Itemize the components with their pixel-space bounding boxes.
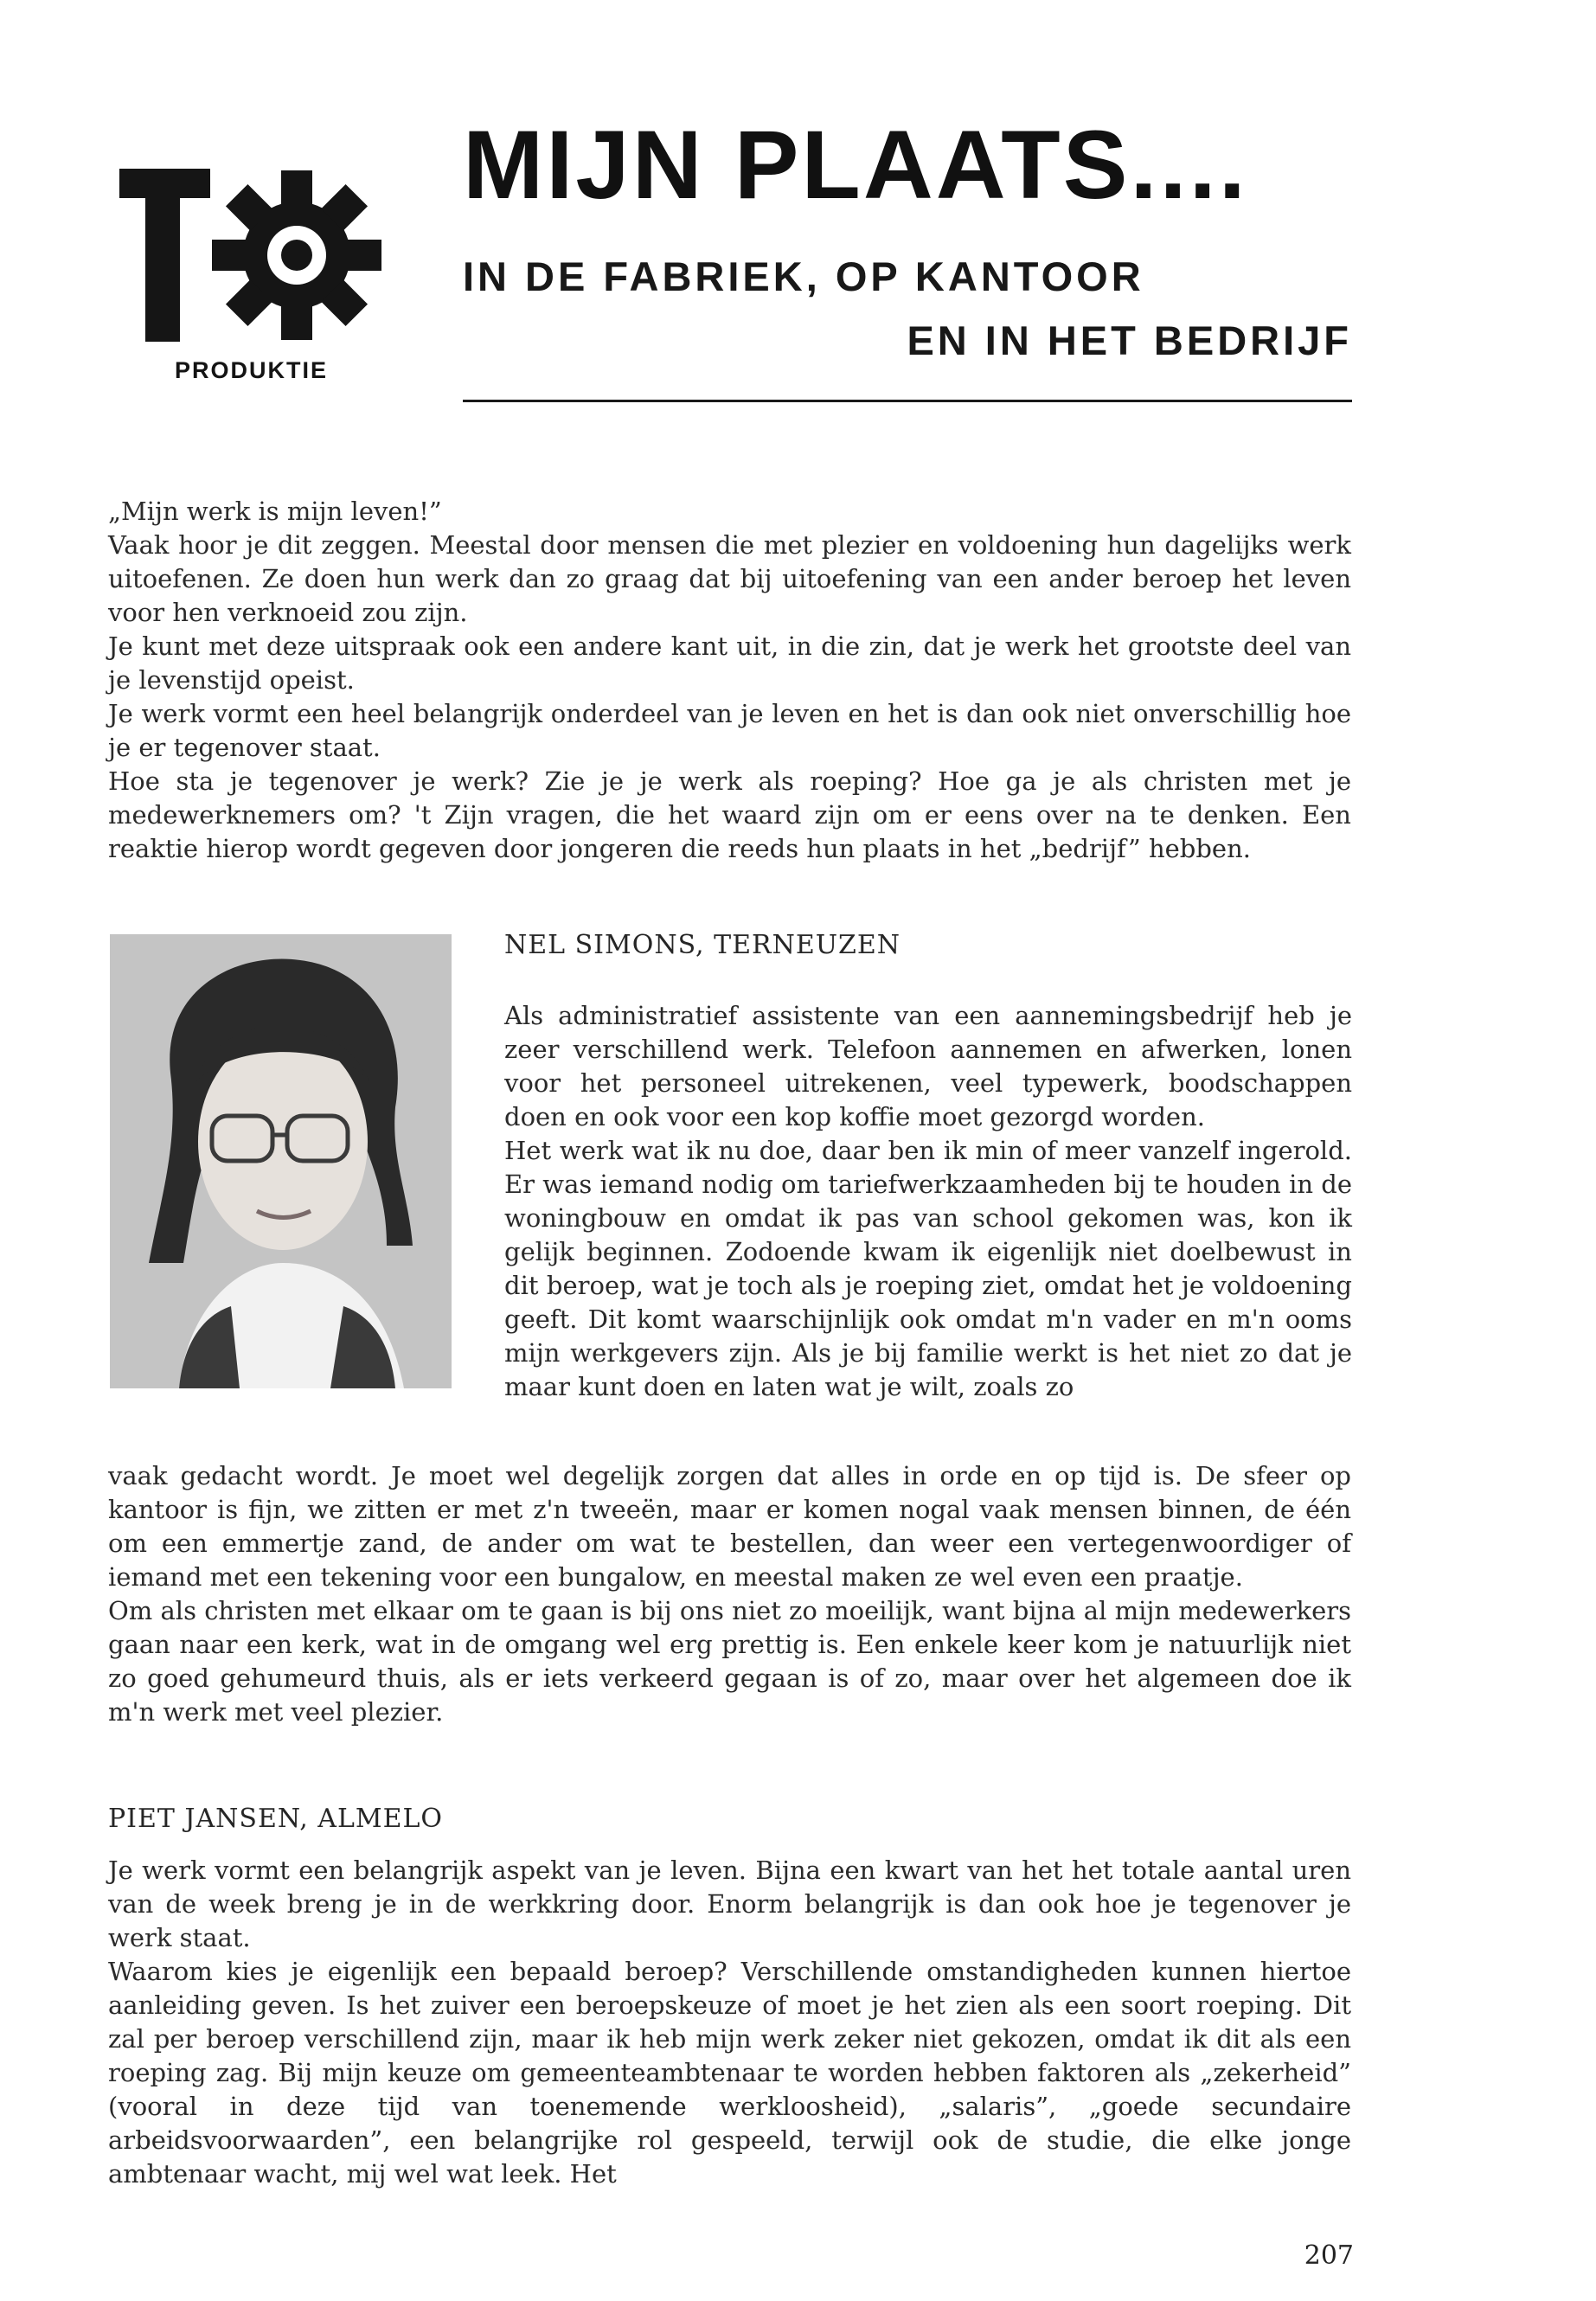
page-number: 207 xyxy=(1304,2240,1354,2271)
portrait-photo xyxy=(110,934,452,1388)
intro-paragraph: Vaak hoor je dit zeggen. Meestal door mensen die met plezier en voldoening hun dagelijks werk uitoefenen. Ze doen hun werk dan zo graag dat bij uitoefening van een ander beroep het leven voor hen verknoeid zou zijn. xyxy=(108,530,1351,627)
nel-paragraph: vaak gedacht wordt. Je moet wel degelijk zorgen dat alles in orde en op tijd is. De sfeer op kantoor is fijn, we zitten er met z'n tweeën, maar er komen nogal vaak mensen binnen, de één om een emmertje zand, de ander om wat te bestellen, dan weer een vertegenwoordiger of iemand met een tekening voor een bungalow, en meestal maken ze wel even een praatje. xyxy=(108,1461,1351,1592)
piet-text xyxy=(108,1854,1351,2191)
nel-paragraph: Als administratief assistente van een aannemingsbedrijf heb je zeer verschillend werk. Telefoon aannemen en afwerken, lonen voor het personeel uitrekenen, veel typewerk, boodschappen doen en ook voor een kop koffie moet gezorgd worden. xyxy=(504,1001,1352,1131)
intro-paragraph: Je werk vormt een heel belangrijk onderdeel van je leven en het is dan ook niet onverschillig hoe je er tegenover staat. xyxy=(108,699,1351,762)
produktie-logo xyxy=(119,151,396,394)
page-title: MIJN PLAATS.... xyxy=(463,111,1248,219)
intro-quote: „Mijn werk is mijn leven!” xyxy=(108,497,442,526)
nel-paragraph: Om als christen met elkaar om te gaan is bij ons niet zo moeilijk, want bijna al mijn medewerkers gaan naar een kerk, wat in de omgang wel erg prettig is. Een enkele keer kom je natuurlijk niet zo goed gehumeurd thuis, als er iets verkeerd gegaan is of zo, maar over het algemeen doe ik m'n werk met veel plezier. xyxy=(108,1596,1351,1727)
piet-heading: PIET JANSEN, ALMELO xyxy=(108,1804,443,1834)
subtitle-line2: EN IN HET BEDRIJF xyxy=(907,317,1352,363)
nel-column-text xyxy=(504,999,1352,1404)
header-rule xyxy=(463,400,1352,402)
subtitle-line1: IN DE FABRIEK, OP KANTOOR xyxy=(463,253,1144,299)
nel-wide-text xyxy=(108,1459,1351,1729)
intro-text xyxy=(108,495,1351,866)
nel-heading: NEL SIMONS, TERNEUZEN xyxy=(504,930,901,960)
logo-caption: PRODUKTIE xyxy=(175,357,329,383)
nel-paragraph: Het werk wat ik nu doe, daar ben ik min of meer vanzelf ingerold. Er was iemand nodig om tariefwerkzaamheden bij te houden in de woningbouw en omdat ik pas van school gekomen was, kon ik gelijk beginnen. Zodoende kwam ik eigenlijk niet doelbewust in dit beroep, wat je toch als je roeping ziet, omdat het je voldoening geeft. Dit komt waarschijnlijk ook omdat m'n vader en m'n ooms mijn werkgevers zijn. Als je bij familie werkt is het niet zo dat je maar kunt doen en laten wat je wilt, zoals zo xyxy=(504,1136,1352,1401)
intro-paragraph: Je kunt met deze uitspraak ook een andere kant uit, in die zin, dat je werk het grootste deel van je levenstijd opeist. xyxy=(108,631,1351,695)
piet-paragraph: Waarom kies je eigenlijk een bepaald beroep? Verschillende omstandigheden kunnen hiertoe aanleiding geven. Is het zuiver een beroepskeuze of moet je het zien als een soort roeping. Dit zal per beroep verschillend zijn, maar ik heb mijn werk zeker niet gekozen, omdat ik dit als een roeping zag. Bij mijn keuze om gemeenteambtenaar te worden hebben faktoren als „zekerheid” (vooral in deze tijd van toenemende werkloosheid), „salaris”, „goede secundaire arbeidsvoorwaarden”, een belangrijke rol gespeeld, terwijl ook de studie, die elke jonge ambtenaar wacht, mij wel wat leek. Het xyxy=(108,1957,1351,2189)
piet-paragraph: Je werk vormt een belangrijk aspekt van je leven. Bijna een kwart van het het totale aantal uren van de week breng je in de werkkring door. Enorm belangrijk is dan ook hoe je tegenover je werk staat. xyxy=(108,1856,1351,1952)
intro-paragraph: Hoe sta je tegenover je werk? Zie je je werk als roeping? Hoe ga je als christen met je medewerknemers om? 't Zijn vragen, die het waard zijn om er eens over na te denken. Een reaktie hierop wordt gegeven door jongeren die reeds hun plaats in het „bedrijf” hebben. xyxy=(108,766,1351,863)
